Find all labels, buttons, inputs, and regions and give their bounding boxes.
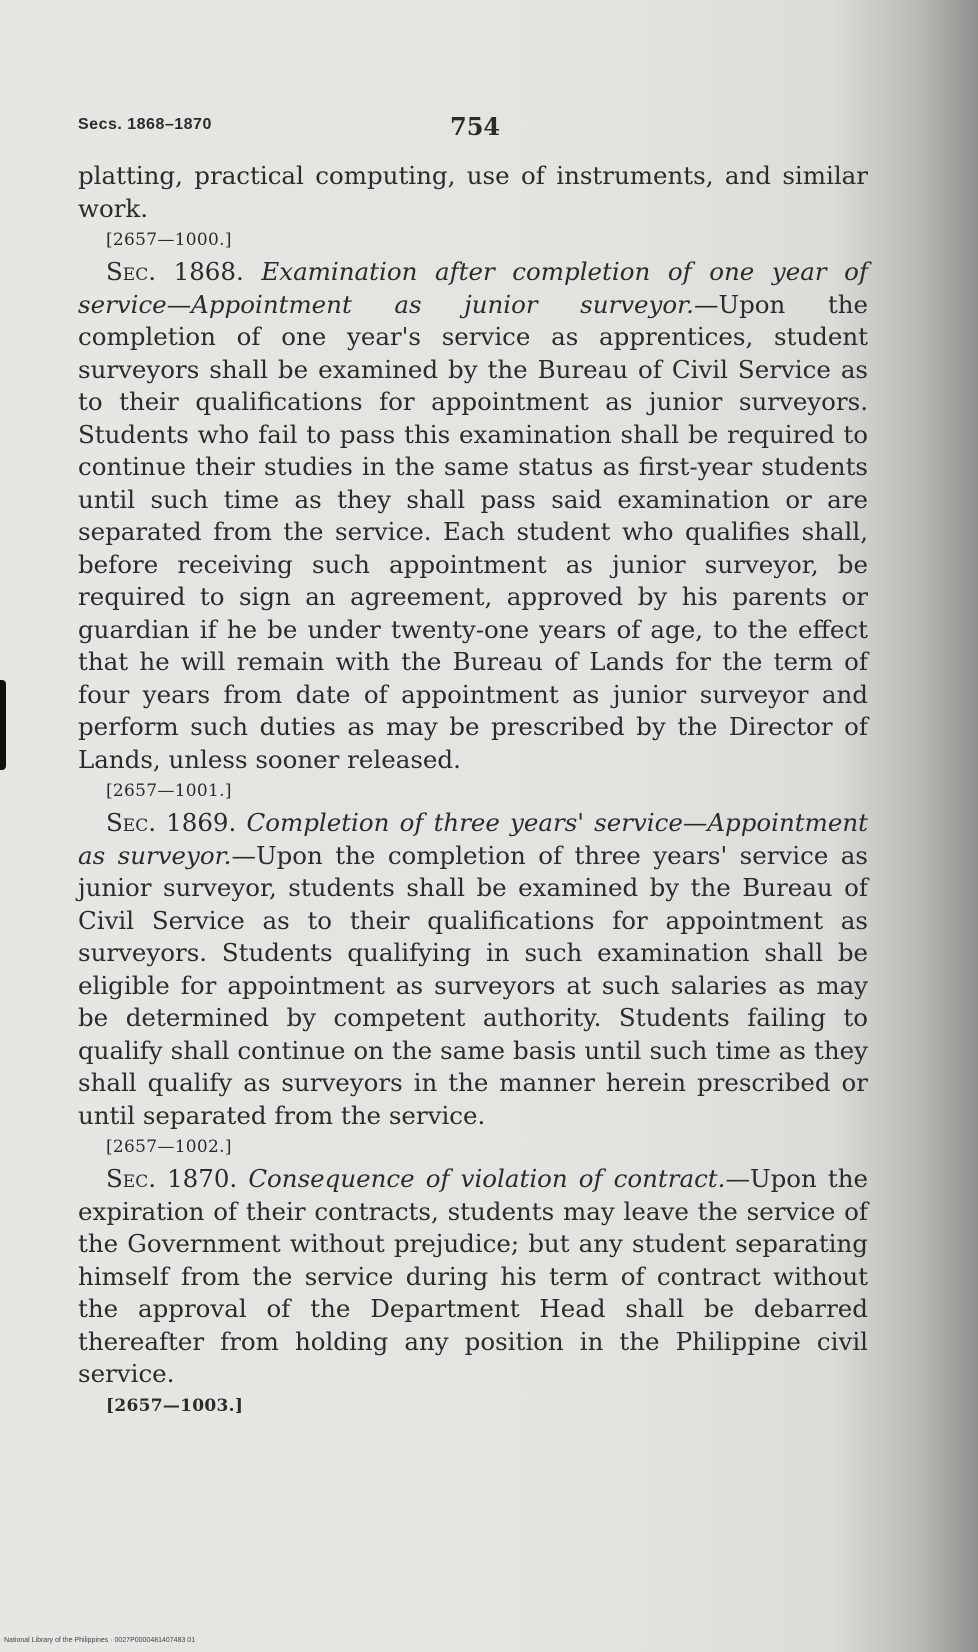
- continuation-paragraph: platting, practical computing, use of instruments, and similar work.: [78, 161, 868, 223]
- section-text: —Upon the expiration of their contracts, students may leave the service of the Government without prejudice; but any student separating himself from the service during his term of contract without the approval of the Department Head shall be debarred thereafter from holding any position in the Philippine civil service.: [78, 1164, 869, 1388]
- section-text: —Upon the completion of one year's service as apprentices, student surveyors shall be examined by the Bureau of Civil Service as to their qualifications for appointment as junior surveyors. Students who fail to pass this examination shall be required to continue their studies in the same status as first-year students until such time as they shall pass said examination or are separated from the service. Each student who qualifies shall, before receiving such appointment as junior surveyor, be required to sign an agreement, approved by his parents or guardian if he be under twenty-one years of age, to the effect that he will remain with the Bureau of Lands for the term of four years from date of appointment as junior surveyor and perform such duties as may be prescribed by the Director of Lands, unless sooner released.: [78, 289, 868, 774]
- section-title: Examination after completion of one year of service—Appointment as junior surveyor.: [78, 257, 869, 319]
- section-1868: [78, 256, 868, 776]
- section-range: Secs. 1868–1870: [78, 116, 212, 133]
- section-title: Consequence of violation of contract.: [248, 1164, 726, 1193]
- citation: [2657—1002.]: [106, 1137, 232, 1157]
- section-label: Sec. 1869.: [106, 808, 237, 837]
- section-1869: [78, 807, 868, 1132]
- scan-footer: National Library of the Philippines · 0027P0000481407483 01: [4, 1637, 196, 1644]
- citation: [2657—1000.]: [106, 230, 232, 250]
- page-number: 754: [450, 112, 501, 141]
- section-label: Sec. 1868.: [106, 257, 244, 286]
- section-text: —Upon the completion of three years' service as junior surveyor, students shall be examined by the Bureau of Civil Service as to their qualifications for appointment as surveyors. Students qualifying in such examination shall be eligible for appointment as surveyors at such salaries as may be determined by competent authority. Students failing to qualify shall continue on the same basis until such time as they shall qualify as surveyors in the manner herein prescribed or until separated from the service.: [78, 840, 868, 1130]
- section-label: Sec. 1870.: [106, 1164, 238, 1193]
- page-header: [78, 112, 878, 142]
- citation: [2657—1003.]: [106, 1395, 244, 1416]
- page-body: [78, 160, 868, 1422]
- citation: [2657—1001.]: [106, 781, 232, 801]
- scan-edge-shadow: [0, 680, 6, 770]
- section-title: Completion of three years' service—Appointment as surveyor.: [78, 808, 868, 870]
- section-1870: [78, 1163, 868, 1391]
